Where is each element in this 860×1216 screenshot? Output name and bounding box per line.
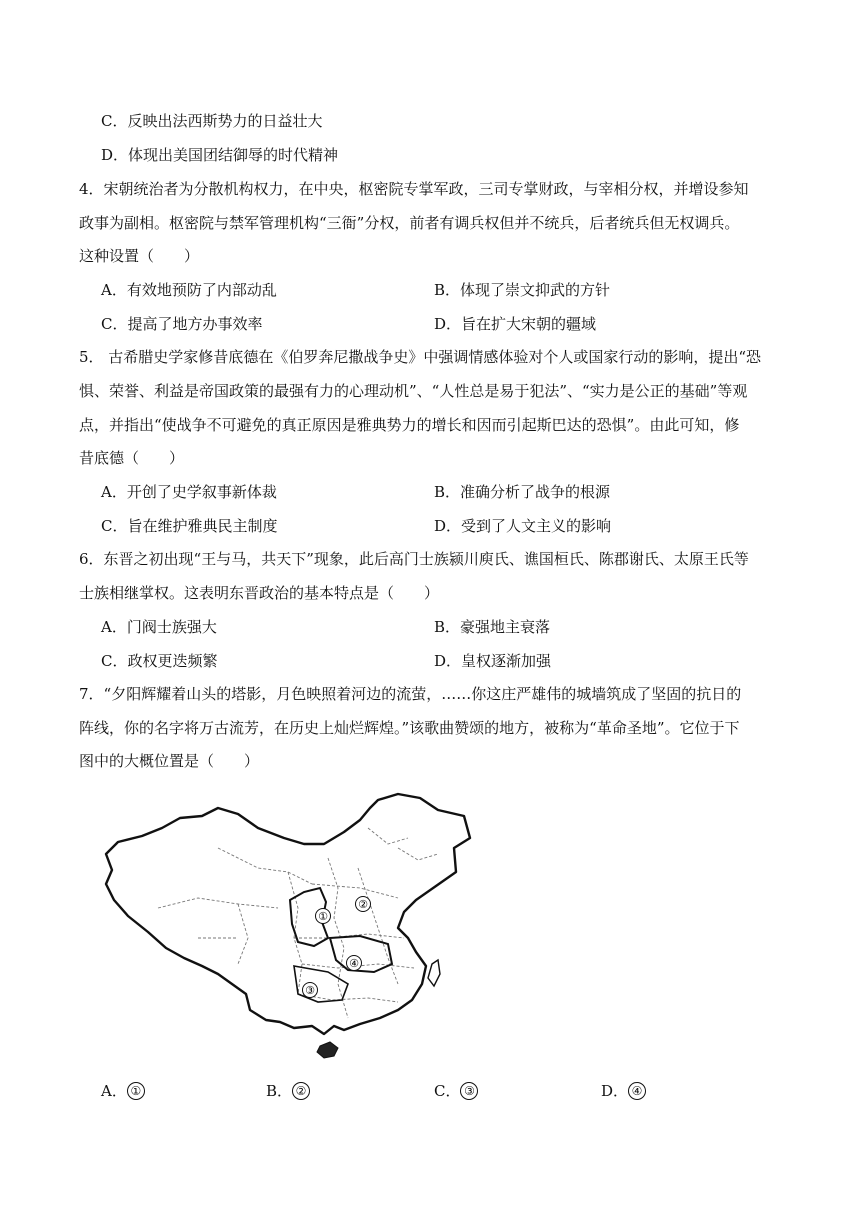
marker-3-label: ③: [305, 984, 315, 997]
q6-stem-line-1: 6．东晋之初出现“王与马，共天下”现象，此后高门士族颍川庾氏、谯国桓氏、陈郡谢氏、太原王氏等: [79, 550, 749, 568]
china-map: [98, 788, 478, 1060]
marker-4-label: ④: [349, 957, 359, 970]
q4-stem-line-3: 这种设置（ ）: [79, 247, 200, 265]
q7-option-d: [601, 1080, 646, 1102]
q6-stem-line-2: 士族相继掌权。这表明东晋政治的基本特点是（ ）: [79, 584, 440, 602]
q4-stem-line-1: 4．宋朝统治者为分散机构权力，在中央，枢密院专掌军政，三司专掌财政，与宰相分权，并增设参知: [79, 180, 749, 198]
q6-option-d: D．皇权逐渐加强: [434, 652, 552, 670]
q5-option-a: A．开创了史学叙事新体裁: [101, 483, 277, 501]
q6-option-b: B．豪强地主衰落: [434, 618, 551, 636]
q4-option-a: A．有效地预防了内部动乱: [101, 281, 277, 299]
q4-stem-line-2: 政事为副相。枢密院与禁军管理机构“三衙”分权，前者有调兵权但并不统兵，后者统兵但无权调兵。: [79, 214, 740, 232]
q7-option-b: [266, 1080, 310, 1102]
q4-option-c: C．提高了地方办事效率: [101, 315, 263, 333]
q6-option-a: A．门阀士族强大: [101, 618, 217, 636]
q4-option-b: B．体现了崇文抑武的方针: [434, 281, 611, 299]
q7-option-d-letter: D．: [601, 1082, 629, 1100]
q5-stem-line-1: 5． 古希腊史学家修昔底德在《伯罗奔尼撒战争史》中强调情感体验对个人或国家行动的影响，提出“恐: [79, 348, 761, 366]
q5-stem-line-2: 惧、荣誉、利益是帝国政策的最强有力的心理动机”、“人性总是易于犯法”、“实力是公正的基础”等观: [79, 382, 748, 400]
q7-stem-line-3: 图中的大概位置是（ ）: [79, 752, 260, 770]
q5-option-c: C．旨在维护雅典民主制度: [101, 517, 278, 535]
q5-option-d: D．受到了人文主义的影响: [434, 517, 612, 535]
marker-1-label: ①: [318, 910, 328, 923]
q3-option-d: D．体现出美国团结御辱的时代精神: [101, 146, 339, 164]
q7-option-c: [434, 1080, 478, 1102]
q7-option-d-mark: ④: [628, 1082, 646, 1100]
q7-option-a-mark: ①: [127, 1082, 145, 1100]
q3-option-c: C．反映出法西斯势力的日益壮大: [101, 112, 323, 130]
q4-option-d: D．旨在扩大宋朝的疆域: [434, 315, 597, 333]
q7-option-b-letter: B．: [266, 1082, 293, 1100]
q5-option-b: B．准确分析了战争的根源: [434, 483, 611, 501]
q7-option-c-letter: C．: [434, 1082, 461, 1100]
hainan-island: [317, 1042, 338, 1058]
q6-option-c: C．政权更迭频繁: [101, 652, 218, 670]
q7-option-b-mark: ②: [292, 1082, 310, 1100]
taiwan-island: [428, 960, 440, 986]
q7-option-c-mark: ③: [460, 1082, 478, 1100]
q7-option-a-letter: A．: [101, 1082, 127, 1100]
q5-stem-line-3: 点，并指出“使战争不可避免的真正原因是雅典势力的增长和因而引起斯巴达的恐惧”。由此可知，修: [79, 416, 740, 434]
china-outline: [106, 794, 470, 1034]
q5-stem-line-4: 昔底德（ ）: [79, 449, 185, 467]
marker-2-label: ②: [358, 898, 368, 911]
q7-stem-line-2: 阵线，你的名字将万古流芳，在历史上灿烂辉煌。”该歌曲赞颂的地方，被称为“革命圣地”。它位于下: [79, 719, 740, 737]
q7-stem-line-1: 7．“夕阳辉耀着山头的塔影，月色映照着河边的流萤，……你这庄严雄伟的城墙筑成了坚固的抗日的: [79, 685, 742, 703]
q7-option-a: [101, 1080, 145, 1102]
